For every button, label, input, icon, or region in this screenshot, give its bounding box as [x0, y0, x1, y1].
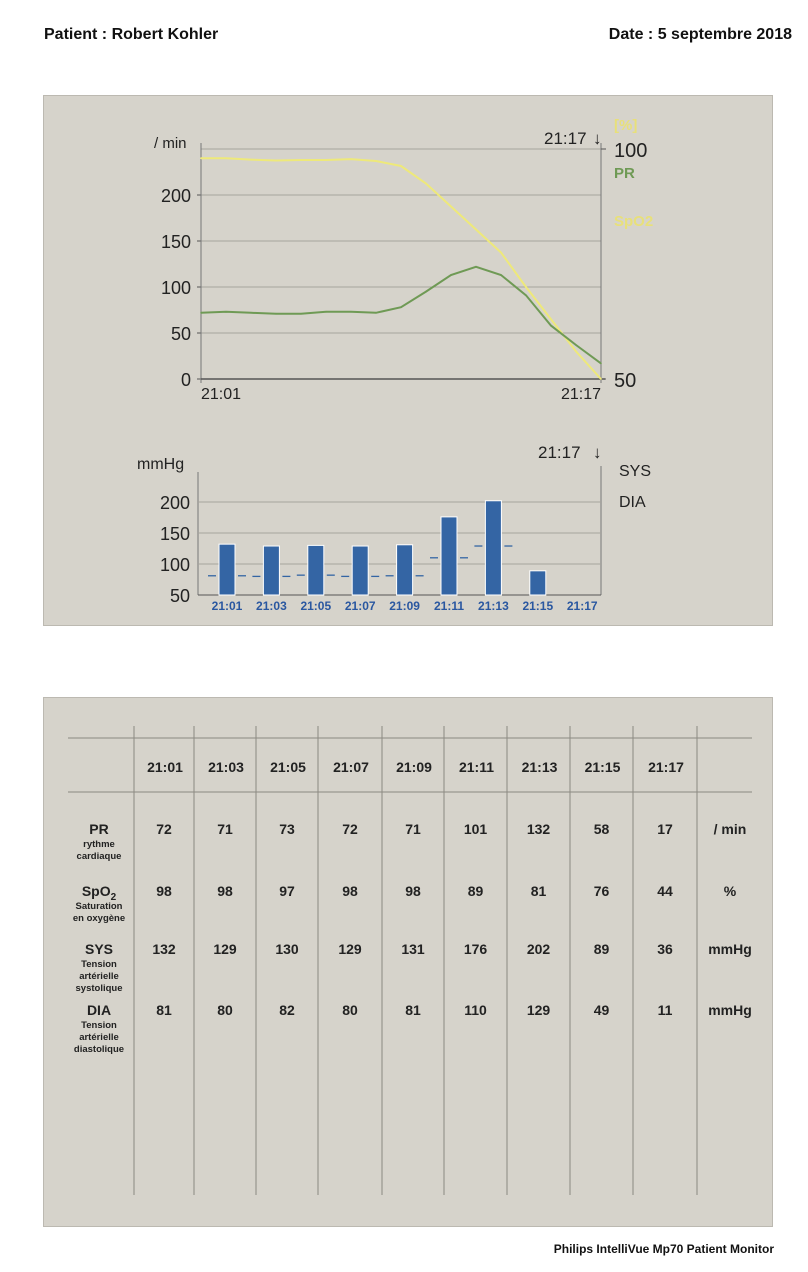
- pr-point: [425, 291, 427, 293]
- left-tick-label: 150: [160, 232, 191, 252]
- table-cell: 89: [593, 941, 610, 957]
- bar-category-label: 21:07: [344, 599, 376, 613]
- table-time-header: 21:05: [270, 759, 306, 775]
- spo2-point: [350, 158, 352, 160]
- row-description: artérielle: [79, 1032, 119, 1043]
- row-description: en oxygène: [72, 913, 126, 924]
- right-tick-label: 50: [614, 370, 637, 392]
- vitals-table: [44, 698, 774, 1228]
- table-time-header: 21:07: [333, 759, 369, 775]
- pr-point: [275, 313, 277, 315]
- table-cell: 129: [213, 941, 237, 957]
- spo2-point: [425, 183, 427, 185]
- spo2-point: [500, 252, 502, 254]
- table-time-header: 21:09: [396, 759, 432, 775]
- table-cell: 80: [342, 1002, 358, 1018]
- table-cell: 176: [463, 941, 488, 957]
- pr-point: [575, 344, 577, 346]
- table-cell: 89: [467, 883, 484, 899]
- x-start-label: 21:01: [201, 386, 242, 403]
- table-cell: 73: [279, 821, 295, 837]
- table-time-header: 21:01: [147, 759, 183, 775]
- spo2-point: [375, 160, 377, 162]
- table-cell: 71: [405, 821, 421, 837]
- left-tick-label: 100: [160, 278, 191, 298]
- table-cell: 132: [526, 821, 551, 837]
- row-name: DIA: [86, 1002, 112, 1018]
- table-cell: 11: [657, 1002, 673, 1018]
- sys-bar: [352, 546, 368, 595]
- table-cell: 98: [405, 883, 421, 899]
- table-cell: 72: [156, 821, 172, 837]
- sys-bar: [308, 545, 324, 595]
- table-time-header: 21:11: [458, 759, 495, 775]
- spo2-point: [475, 229, 477, 231]
- report-date: Date : 5 septembre 2018: [608, 26, 792, 43]
- table-cell: 129: [338, 941, 362, 957]
- sys-bar: [263, 546, 279, 595]
- bar-unit-label: mmHg: [137, 456, 185, 473]
- pr-point: [450, 274, 452, 276]
- table-cell: 44: [657, 883, 673, 899]
- pr-point: [500, 274, 502, 276]
- row-name: PR: [89, 821, 109, 837]
- sys-bar: [530, 571, 546, 595]
- pr-point: [375, 312, 377, 314]
- pr-point: [600, 363, 602, 365]
- table-cell: 81: [405, 1002, 421, 1018]
- bar-tick-label: 50: [169, 586, 190, 606]
- bar-category-label: 21:01: [211, 599, 243, 613]
- table-cell: 36: [657, 941, 673, 957]
- left-tick-label: 50: [170, 324, 191, 344]
- row-description: rythme: [83, 839, 115, 850]
- bar-category-label: 21:09: [389, 599, 420, 613]
- spo2-point: [575, 351, 577, 353]
- table-time-header: 21:13: [521, 759, 558, 775]
- device-footer: Philips IntelliVue Mp70 Patient Monitor: [553, 1242, 774, 1256]
- table-cell: 82: [279, 1002, 295, 1018]
- table-time-header: 21:17: [648, 759, 684, 775]
- table-time-header: 21:03: [208, 759, 244, 775]
- bar-category-label: 21:11: [433, 599, 465, 613]
- spo2-point: [225, 157, 227, 159]
- table-cell: 72: [342, 821, 358, 837]
- left-unit-label: / min: [154, 135, 187, 152]
- row-description: Tension: [81, 959, 117, 970]
- table-cell: 101: [463, 821, 488, 837]
- row-description: cardiaque: [76, 851, 122, 862]
- bar-category-label: 21:03: [256, 599, 287, 613]
- pr-series-line: [201, 267, 601, 364]
- legend-sys: SYS: [619, 463, 652, 480]
- table-cell: 49: [593, 1002, 610, 1018]
- down-arrow-icon: ↓: [593, 129, 602, 148]
- row-name: SYS: [84, 941, 114, 957]
- bar-time-marker-label: 21:17: [538, 443, 581, 462]
- legend-spo2: SpO2: [614, 213, 654, 230]
- sys-bar: [441, 517, 457, 595]
- table-cell: 202: [526, 941, 551, 957]
- pr-point: [350, 311, 352, 313]
- row-description: Saturation: [75, 901, 123, 912]
- row-description: artérielle: [79, 971, 119, 982]
- table-cell: 132: [152, 941, 176, 957]
- sys-bar: [219, 544, 235, 595]
- spo2-point: [250, 159, 252, 161]
- table-cell: 130: [275, 941, 299, 957]
- table-cell: 98: [342, 883, 358, 899]
- spo2-point: [400, 165, 402, 167]
- spo2-point: [325, 159, 327, 161]
- bar-category-label: 21:17: [566, 599, 598, 613]
- table-cell: 81: [530, 883, 547, 899]
- bar-tick-label: 200: [159, 493, 190, 513]
- sys-bar: [485, 501, 501, 595]
- table-cell: 110: [464, 1002, 487, 1018]
- bar-category-label: 21:13: [478, 599, 509, 613]
- table-cell: 97: [279, 883, 295, 899]
- pr-point: [400, 306, 402, 308]
- table-time-header: 21:15: [584, 759, 621, 775]
- table-cell: 98: [217, 883, 233, 899]
- pr-point: [225, 311, 227, 313]
- table-cell: 80: [217, 1002, 233, 1018]
- row-description: diastolique: [73, 1044, 125, 1055]
- spo2-point: [600, 378, 602, 380]
- pr-point: [475, 266, 477, 268]
- row-description: systolique: [75, 983, 123, 994]
- spo2-point: [450, 206, 452, 208]
- vitals-charts: [44, 96, 774, 627]
- spo2-series-line: [201, 158, 601, 379]
- table-cell: 76: [593, 883, 610, 899]
- right-tick-label: 100: [614, 140, 648, 162]
- pr-point: [250, 312, 252, 314]
- row-unit: mmHg: [708, 1002, 752, 1018]
- table-cell: 17: [657, 821, 673, 837]
- row-unit: / min: [713, 821, 747, 837]
- down-arrow-icon: ↓: [593, 443, 602, 462]
- x-end-label: 21:17: [560, 386, 601, 403]
- spo2-point: [525, 286, 527, 288]
- table-cell: 131: [401, 941, 425, 957]
- row-name: SpO$_2$: [81, 883, 117, 903]
- pr-point: [300, 313, 302, 315]
- table-cell: 81: [156, 1002, 172, 1018]
- right-unit-label: [%]: [614, 117, 638, 134]
- table-cell: 71: [217, 821, 233, 837]
- legend-pr: PR: [614, 165, 635, 182]
- sys-bar: [397, 545, 413, 595]
- table-cell: 129: [526, 1002, 551, 1018]
- left-tick-label: 200: [160, 186, 191, 206]
- patient-name: Patient : Robert Kohler: [44, 26, 219, 43]
- row-unit: %: [723, 883, 737, 899]
- vitals-table-panel: [43, 697, 773, 1227]
- spo2-point: [550, 318, 552, 320]
- pr-point: [325, 311, 327, 313]
- bar-tick-label: 150: [159, 524, 190, 544]
- bar-category-label: 21:05: [300, 599, 332, 613]
- pr-point: [200, 312, 202, 314]
- time-marker-label: 21:17: [544, 129, 587, 148]
- row-unit: mmHg: [708, 941, 752, 957]
- spo2-point: [275, 160, 277, 162]
- legend-dia: DIA: [619, 494, 646, 511]
- row-description: Tension: [81, 1020, 117, 1031]
- bar-tick-label: 100: [159, 555, 190, 575]
- table-cell: 58: [593, 821, 610, 837]
- bar-category-label: 21:15: [522, 599, 554, 613]
- left-tick-label: 0: [180, 370, 191, 390]
- chart-panel: [43, 95, 773, 626]
- spo2-point: [200, 157, 202, 159]
- spo2-point: [300, 159, 302, 161]
- pr-point: [525, 294, 527, 296]
- pr-point: [550, 325, 552, 327]
- table-cell: 98: [156, 883, 172, 899]
